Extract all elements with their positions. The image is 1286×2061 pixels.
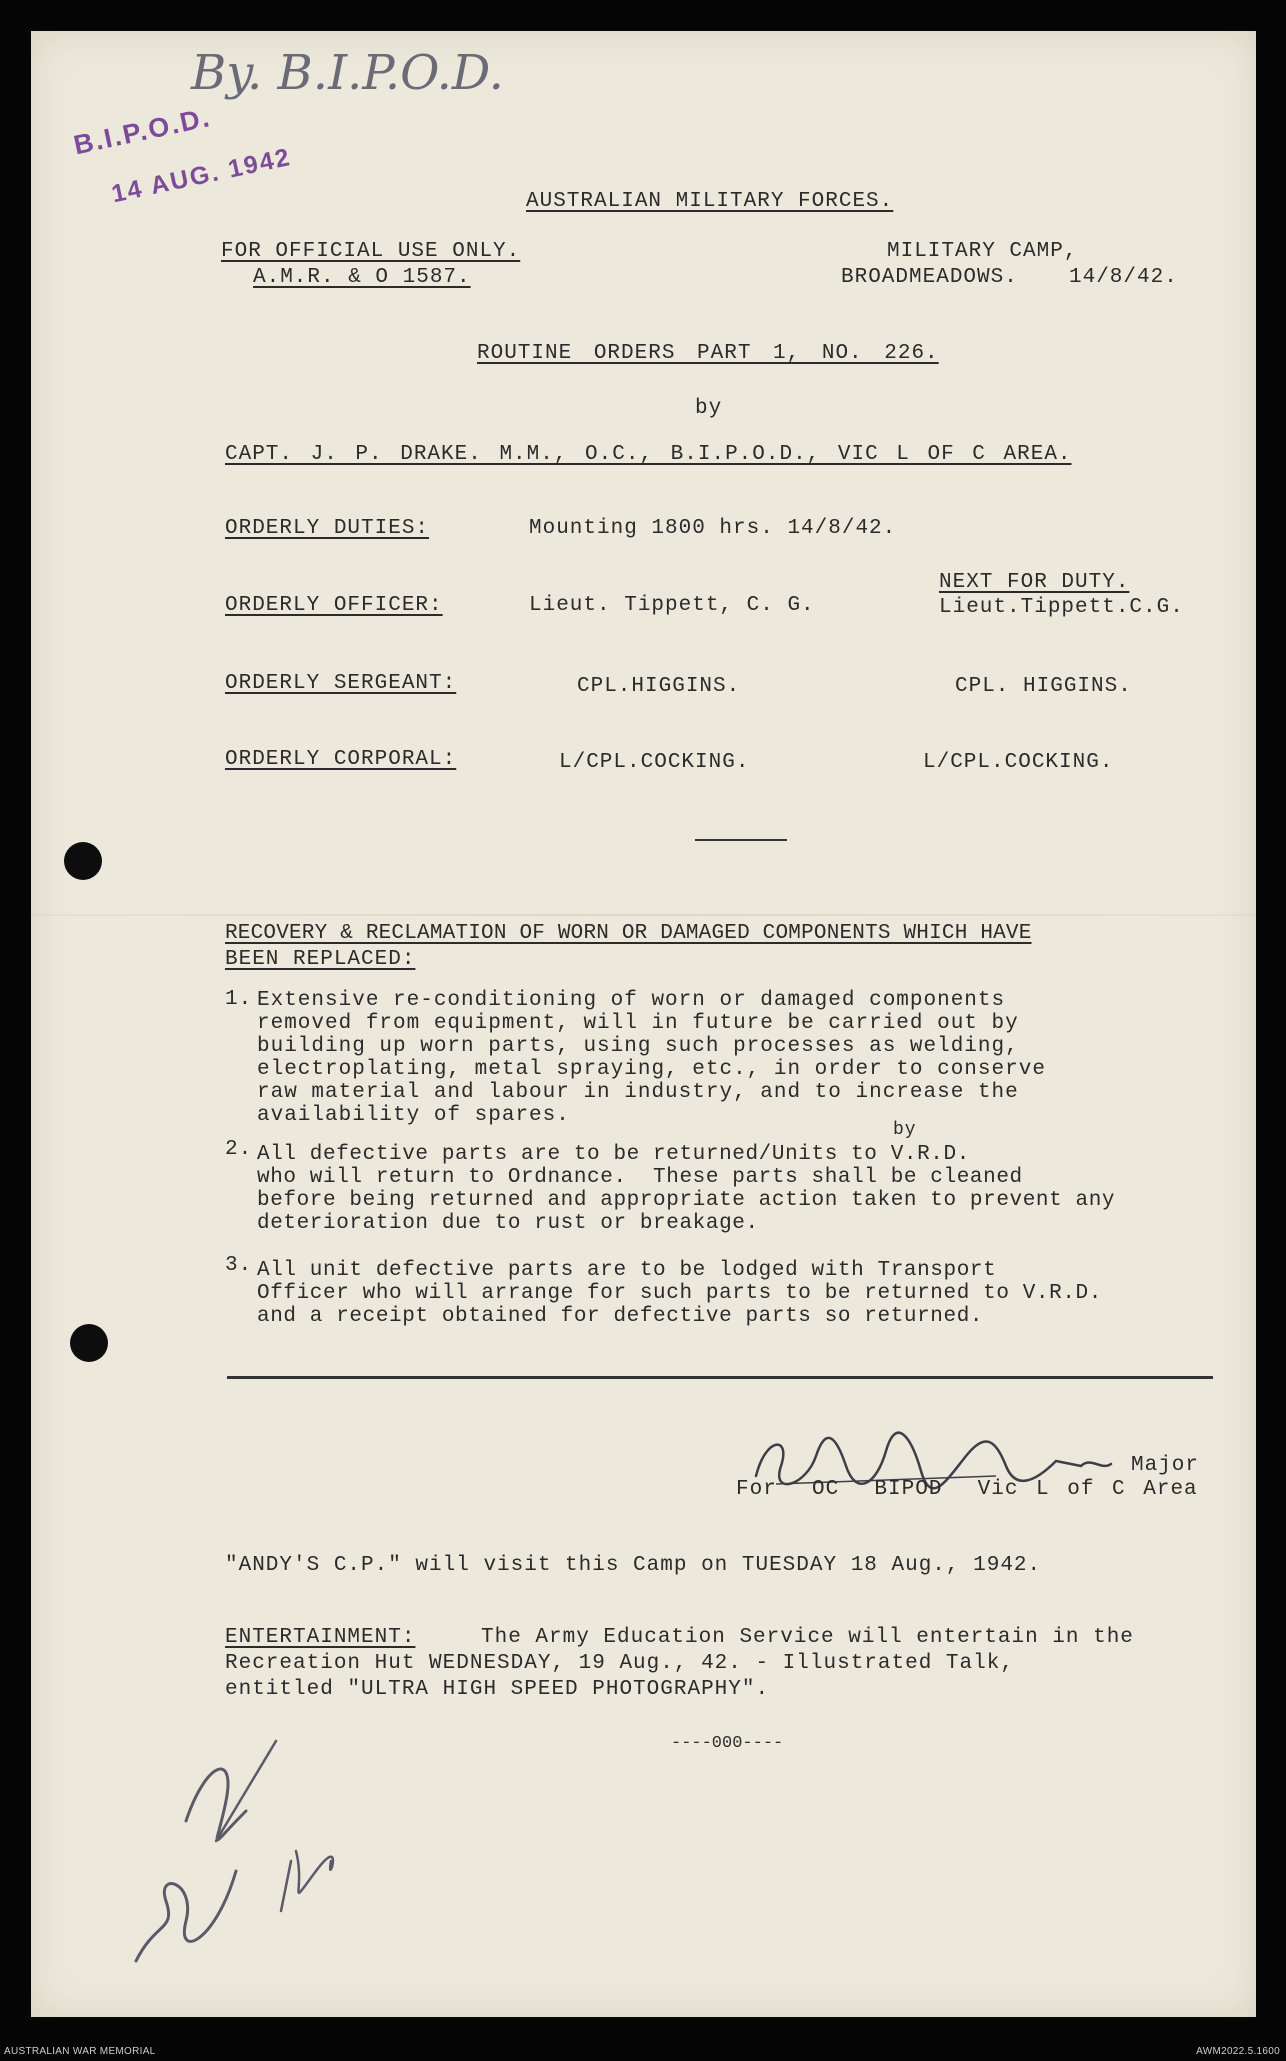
- bipod-stamp: B.I.P.O.D.: [71, 101, 214, 161]
- signatory-for-line: For OC BIPOD Vic L of C Area: [736, 1478, 1198, 1501]
- item-1-text: Extensive re-conditioning of worn or damaged components removed from equipment, will in future be carried out by building up worn parts, using such processes as welding, electroplating, metal spraying, etc., in order to conserve raw material and labour in industry, and to increase the availability of spares.: [257, 989, 1046, 1127]
- document-title: AUSTRALIAN MILITARY FORCES.: [526, 190, 894, 213]
- item-1-number: 1.: [225, 988, 253, 1011]
- handwritten-initials: [126, 1721, 366, 1981]
- orderly-officer-value: Lieut. Tippett, C. G.: [529, 594, 815, 617]
- official-use-line: FOR OFFICIAL USE ONLY.: [221, 240, 521, 263]
- visit-notice: "ANDY'S C.P." will visit this Camp on TUESDAY 18 Aug., 1942.: [225, 1554, 1042, 1577]
- orderly-duties-value: Mounting 1800 hrs. 14/8/42.: [529, 517, 897, 540]
- entertainment-line2: Recreation Hut WEDNESDAY, 19 Aug., 42. - Illustrated Talk,: [225, 1652, 1014, 1675]
- stamp-date: 14 AUG. 1942: [109, 142, 294, 209]
- orderly-sergeant-next: CPL. HIGGINS.: [955, 675, 1132, 698]
- archive-credit: AUSTRALIAN WAR MEMORIAL: [4, 2046, 156, 2057]
- orderly-corporal-label: ORDERLY CORPORAL:: [225, 748, 457, 771]
- orderly-corporal-value: L/CPL.COCKING.: [559, 751, 750, 774]
- end-mark: ----000----: [671, 1734, 784, 1753]
- item-2-text: All defective parts are to be returned/Units to V.R.D. who will return to Ordnance. These parts shall be cleaned before being returned and appropriate action taken to prevent any deterioration due to rust or breakage.: [257, 1143, 1116, 1235]
- entertainment-label: ENTERTAINMENT:: [225, 1626, 416, 1649]
- item-2-number: 2.: [225, 1138, 253, 1161]
- paper-fold: [31, 914, 1256, 916]
- punch-hole-lower: [70, 1324, 108, 1362]
- orderly-officer-next: Lieut.Tippett.C.G.: [939, 596, 1184, 619]
- section-divider-long: [227, 1376, 1213, 1379]
- orderly-corporal-next: L/CPL.COCKING.: [923, 751, 1114, 774]
- next-for-duty-label: NEXT FOR DUTY.: [939, 571, 1130, 594]
- document-date: 14/8/42.: [1069, 266, 1178, 289]
- camp-location: BROADMEADOWS.: [841, 266, 1018, 289]
- orderly-sergeant-value: CPL.HIGGINS.: [577, 675, 741, 698]
- amr-reference: A.M.R. & O 1587.: [253, 266, 471, 289]
- item-3-number: 3.: [225, 1254, 253, 1277]
- by-word: by: [695, 397, 723, 420]
- orderly-duties-label: ORDERLY DUTIES:: [225, 517, 430, 540]
- camp-name: MILITARY CAMP,: [887, 240, 1078, 263]
- issuing-authority: CAPT. J. P. DRAKE. M.M., O.C., B.I.P.O.D., VIC L OF C AREA.: [225, 443, 1072, 466]
- item-2-insert: by: [893, 1120, 917, 1140]
- section-divider-short: [695, 839, 787, 841]
- document-page: [31, 31, 1256, 2017]
- item-3-text: All unit defective parts are to be lodged with Transport Officer who will arrange for such parts to be returned to V.R.D. and a receipt obtained for defective parts so returned.: [257, 1259, 1102, 1328]
- recovery-heading-line2: BEEN REPLACED:: [225, 948, 416, 971]
- archive-reference: AWM2022.5.1600: [1196, 2046, 1280, 2057]
- routine-orders-title: ROUTINE ORDERS PART 1, NO. 226.: [477, 342, 939, 365]
- punch-hole-upper: [64, 842, 102, 880]
- orderly-officer-label: ORDERLY OFFICER:: [225, 594, 443, 617]
- orderly-sergeant-label: ORDERLY SERGEANT:: [225, 672, 457, 695]
- recovery-heading-line1: RECOVERY & RECLAMATION OF WORN OR DAMAGED COMPONENTS WHICH HAVE: [225, 922, 1032, 945]
- handwritten-routing-note: By. B.I.P.O.D.: [191, 45, 504, 101]
- entertainment-line3: entitled "ULTRA HIGH SPEED PHOTOGRAPHY".: [225, 1678, 770, 1701]
- entertainment-line1: The Army Education Service will entertain in the: [481, 1626, 1134, 1649]
- signatory-rank: Major: [1131, 1454, 1200, 1477]
